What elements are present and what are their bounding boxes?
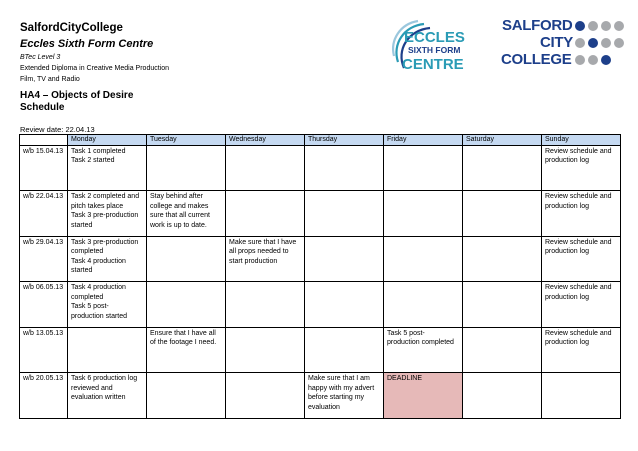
cell-text-line: Make sure that I am [308,375,370,382]
logo-dot [601,38,611,48]
day-header-friday: Friday [384,135,463,146]
college-name: SalfordCityCollege [20,22,123,34]
cell-text-line: Task 5 post- [387,329,425,337]
schedule-cell-monday [68,373,147,419]
schedule-cell-sunday [542,282,621,328]
schedule-cell-saturday [463,327,542,373]
week-label: w/b 29.04.13 [20,236,68,282]
cell-text-line: Task 2 completed and [71,193,140,200]
week-label: w/b 15.04.13 [20,145,68,191]
table-row [20,327,621,373]
logo-dot [601,21,611,31]
schedule-cell-thursday [305,236,384,282]
schedule-cell-monday [68,282,147,328]
cell-text-line: work is up to date. [150,221,207,229]
schedule-cell-tuesday [147,373,226,419]
document-header [20,21,350,85]
schedule-cell-tuesday [147,282,226,328]
cell-text-line: Task 3 pre-production [71,238,139,246]
cell-text-line: production log [545,293,589,301]
cell-text-line: started [71,221,93,229]
cell-text-line: evaluation written [71,394,126,401]
svg-text:SIXTH FORM: SIXTH FORM [408,45,461,55]
cell-text-line: production log [545,157,589,164]
table-row [20,191,621,237]
schedule-cell-saturday [463,191,542,237]
course-title: Extended Diploma in Creative Media Production [20,65,170,72]
cell-text-line: Review schedule and [545,147,612,155]
cell-text-line: evaluation [308,403,340,411]
day-header-tuesday: Tuesday [147,135,226,146]
logo-dot [575,21,585,31]
course-level: BTec Level 3 [20,54,61,61]
cell-text-line: production completed [387,339,454,346]
schedule-cell-tuesday [147,327,226,373]
schedule-cell-monday [68,327,147,373]
logo-dot [575,38,585,48]
schedule-cell-thursday [305,191,384,237]
schedule-cell-saturday [463,282,542,328]
table-row [20,282,621,328]
day-header-wednesday: Wednesday [226,135,305,146]
cell-text-line: production log [545,339,589,346]
cell-text-line: Task 4 production [71,257,126,265]
schedule-cell-wednesday [226,327,305,373]
schedule-cell-saturday [463,236,542,282]
cell-text-line: Review schedule and [545,193,612,200]
cell-text-line: DEADLINE [387,375,423,382]
week-label: w/b 20.05.13 [20,373,68,419]
cell-text-line: Task 4 production [71,284,126,291]
schedule-cell-wednesday [226,236,305,282]
day-header-monday: Monday [68,135,147,146]
schedule-cell-tuesday [147,145,226,191]
schedule-cell-thursday [305,373,384,419]
cell-text-line: Task 6 production log [71,375,138,382]
cell-text-line: completed [71,293,104,301]
schedule-cell-sunday [542,327,621,373]
schedule-cell-friday [384,282,463,328]
day-header-sunday: Sunday [542,135,621,146]
schedule-cell-monday [68,191,147,237]
schedule-cell-sunday [542,191,621,237]
logo-dot [575,55,585,65]
schedule-cell-friday [384,145,463,191]
table-row [20,145,621,191]
salford-city-college-logo [500,16,625,70]
cell-text-line: reviewed and [71,384,113,392]
cell-text-line: happy with my advert [308,384,375,392]
cell-text-line: all props needed to [229,248,289,255]
cell-text-line: pitch takes place [71,202,124,210]
schedule-cell-friday [384,236,463,282]
logo-dot [588,55,598,65]
cell-text-line: before starting my [308,394,365,401]
svg-text:ECCLES: ECCLES [404,29,465,46]
cell-text-line: Task 5 post- [71,303,109,310]
week-label: w/b 13.05.13 [20,327,68,373]
cell-text-line: Review schedule and [545,284,612,291]
centre-name: Eccles Sixth Form Centre [20,38,154,50]
cell-text-line: Make sure that I have [229,238,297,246]
schedule-cell-thursday [305,145,384,191]
cell-text-line: sure that all current [150,212,210,219]
cell-text-line: started [71,267,93,274]
logo-text-college: COLLEGE [501,51,572,68]
schedule-cell-saturday [463,373,542,419]
course-subject: Film, TV and Radio [20,76,80,83]
cell-text-line: completed [71,248,104,255]
schedule-cell-sunday [542,373,621,419]
schedule-cell-wednesday [226,191,305,237]
day-header-saturday: Saturday [463,135,542,146]
eccles-sixth-form-logo [388,16,472,76]
schedule-cell-wednesday [226,145,305,191]
cell-text-line: Review schedule and [545,238,612,246]
cell-text-line: production log [545,202,589,210]
schedule-cell-monday [68,145,147,191]
schedule-cell-thursday [305,327,384,373]
cell-text-line: of the footage I need. [150,339,217,346]
svg-text:CENTRE: CENTRE [402,56,464,73]
table-row [20,373,621,419]
schedule-cell-friday [384,373,463,419]
schedule-cell-tuesday [147,236,226,282]
logo-text-city: CITY [540,34,573,51]
cell-text-line: college and makes [150,202,209,210]
schedule-cell-friday [384,191,463,237]
logo-text-salford: SALFORD [502,17,573,34]
logo-dot [614,38,624,48]
cell-text-line: production started [71,312,128,320]
cell-text-line: Task 2 started [71,157,115,164]
schedule-cell-wednesday [226,282,305,328]
table-header-row [20,135,621,146]
logo-dot [588,38,598,48]
review-date: Review date: 22.04.13 [20,125,95,134]
schedule-heading: Schedule [20,102,65,113]
cell-text-line: Ensure that I have all [150,329,216,337]
logo-dot [601,55,611,65]
schedule-cell-saturday [463,145,542,191]
schedule-cell-tuesday [147,191,226,237]
logo-dot [614,21,624,31]
schedule-cell-thursday [305,282,384,328]
header-corner-cell [20,135,68,146]
schedule-cell-sunday [542,236,621,282]
schedule-cell-sunday [542,145,621,191]
schedule-table [19,134,621,419]
assignment-title: HA4 – Objects of Desire [20,90,134,101]
cell-text-line: Task 1 completed [71,147,126,155]
week-label: w/b 22.04.13 [20,191,68,237]
logo-dot [588,21,598,31]
cell-text-line: Stay behind after [150,193,203,200]
schedule-cell-friday [384,327,463,373]
cell-text-line: production log [545,248,589,255]
schedule-cell-wednesday [226,373,305,419]
cell-text-line: Review schedule and [545,329,612,337]
schedule-cell-monday [68,236,147,282]
day-header-thursday: Thursday [305,135,384,146]
cell-text-line: start production [229,257,278,265]
week-label: w/b 06.05.13 [20,282,68,328]
table-row [20,236,621,282]
cell-text-line: Task 3 pre-production [71,212,139,219]
